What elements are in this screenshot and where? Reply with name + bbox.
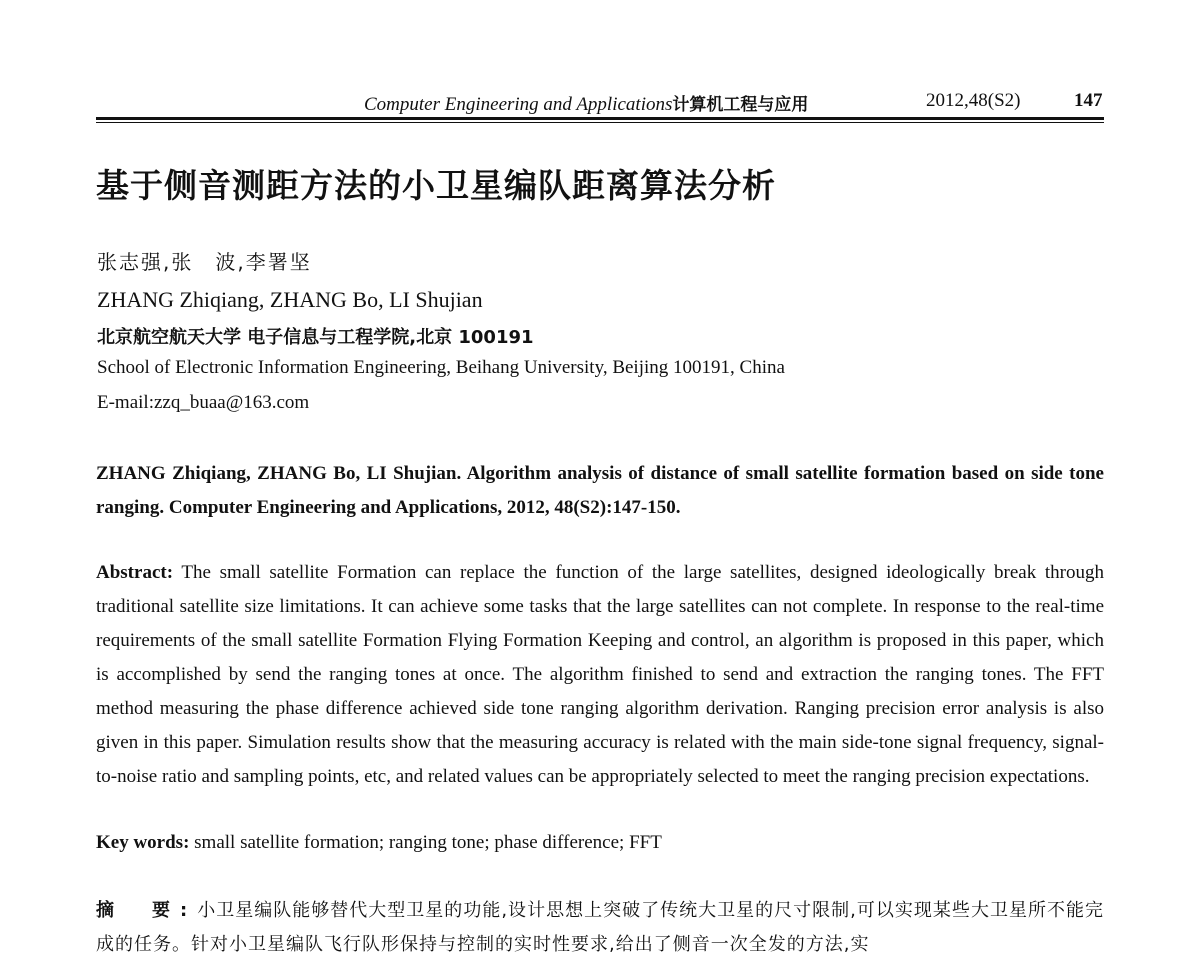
page-number: 147 — [1074, 90, 1103, 111]
cn-abstract-label: 摘 要: — [96, 900, 198, 921]
authors-chinese: 张志强,张 波,李署坚 — [97, 250, 312, 274]
abstract-text: The small satellite Formation can replace the function of the large satellites, designed ideologically break through traditional satellite size limitations. It can achieve some tasks that the large satellites can not complete. In response to the real-time requirements of the small satellite Formation Flying Formation Keeping and control, an algorithm is proposed in this paper, which is accomplished by send the ranging tones at once. The algorithm finished to send and extraction the ranging tones. The FFT method measuring the phase difference achieved side tone ranging algorithm derivation. Ranging precision error analysis is also given in this paper. Simulation results show that the measuring accuracy is related with the main side-tone signal frequency, signal-to-noise ratio and sampling points, etc, and related values can be appropriately selected to meet the ranging precision expectations. — [96, 562, 1104, 787]
authors-english: ZHANG Zhiqiang, ZHANG Bo, LI Shujian — [97, 287, 483, 312]
journal-name: Computer Engineering and Applications计算机工程与应用 — [364, 94, 809, 115]
affiliation-chinese: 北京航空航天大学 电子信息与工程学院,北京 100191 — [97, 327, 534, 348]
header-rule-thick — [96, 117, 1104, 120]
volume-info: 2012,48(S2) — [926, 90, 1021, 111]
header-rule-thin — [96, 122, 1104, 123]
keywords-text: small satellite formation; ranging tone; phase difference; FFT — [194, 832, 662, 853]
abstract-english — [96, 556, 1104, 794]
paper-title: 基于侧音测距方法的小卫星编队距离算法分析 — [96, 166, 776, 205]
running-header — [96, 86, 1104, 114]
affiliation-english: School of Electronic Information Engineering, Beihang University, Beijing 100191, China — [97, 357, 785, 378]
cn-abstract-text: 小卫星编队能够替代大型卫星的功能,设计思想上突破了传统大卫星的尺寸限制,可以实现某些大卫星所不能完成的任务。针对小卫星编队飞行队形保持与控制的实时性要求,给出了侧音一次全发的方法,实 — [96, 900, 1104, 955]
keywords-label: Key words: — [96, 832, 190, 853]
citation: ZHANG Zhiqiang, ZHANG Bo, LI Shujian. Algorithm analysis of distance of small satellite formation based on side tone ranging. Computer Engineering and Applications, 2012, 48(S2):147-150. — [96, 463, 1104, 518]
author-email: E-mail:zzq_buaa@163.com — [97, 392, 310, 413]
abstract-label: Abstract: — [96, 562, 174, 583]
keywords — [96, 826, 1104, 860]
